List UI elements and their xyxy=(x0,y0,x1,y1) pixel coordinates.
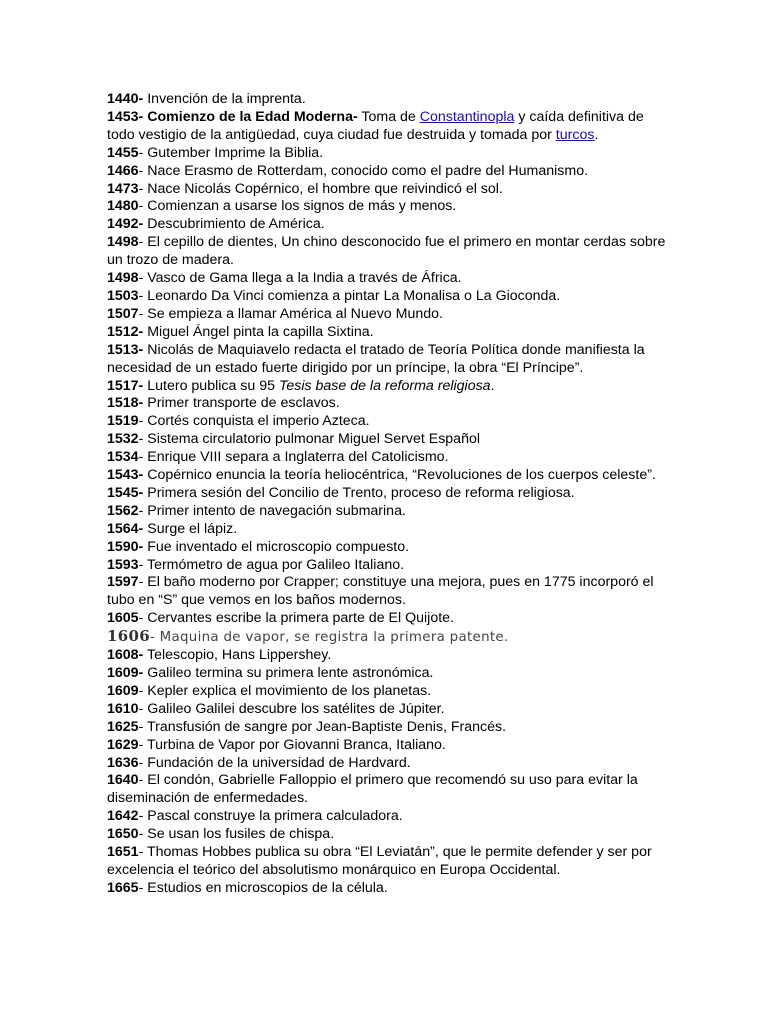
entry-year: 1503 xyxy=(107,287,139,304)
timeline-entry xyxy=(107,485,668,503)
entry-year: 1609- xyxy=(107,665,144,681)
entry-text: - Turbina de Vapor por Giovanni Branca, Italiano. xyxy=(138,736,446,753)
entry-text: Miguel Ángel pinta la capilla Sixtina. xyxy=(143,323,374,340)
entry-text: - Nace Nicolás Copérnico, el hombre que reivindicó el sol. xyxy=(138,180,503,197)
timeline-entry xyxy=(107,737,668,755)
entry-text: - Maquina de vapor, se registra la primera patente. xyxy=(149,630,509,646)
timeline-entry xyxy=(107,880,668,898)
entry-year: 1605 xyxy=(107,610,139,627)
entry-year: 1629 xyxy=(107,736,139,753)
timeline-entry xyxy=(107,234,668,270)
entry-year: 1498 xyxy=(107,270,139,287)
timeline-entry xyxy=(107,216,668,234)
timeline-entry xyxy=(107,539,668,557)
entry-year: 1517- xyxy=(107,377,144,394)
entry-year: 1564- xyxy=(107,520,144,537)
timeline-entry xyxy=(107,163,668,181)
entry-text: - Thomas Hobbes publica su obra “El Leviatán”, que le permite defender y ser por excelencia el teórico del absolutismo monárquico en Europa Occidental. xyxy=(107,844,652,878)
constantinopla-link[interactable]: Constantinopla xyxy=(419,108,515,125)
entry-text: Fue inventado el microscopio compuesto. xyxy=(143,538,410,555)
entry-text: - Galileo Galilei descubre los satélites de Júpiter. xyxy=(138,700,445,717)
entry-year: 1609 xyxy=(107,682,139,699)
entry-text: - Transfusión de sangre por Jean-Baptiste Denis, Francés. xyxy=(138,718,507,735)
entry-year: 1466 xyxy=(107,162,139,179)
entry-text: . xyxy=(490,377,495,394)
timeline-entry xyxy=(107,521,668,539)
entry-year: 1534 xyxy=(107,449,139,466)
timeline-entry xyxy=(107,628,668,647)
entry-year: 1455 xyxy=(107,144,139,161)
timeline-entry xyxy=(107,109,668,145)
entry-year: 1545- xyxy=(107,484,144,501)
entry-text: Lutero publica su 95 xyxy=(143,377,279,394)
timeline-entry xyxy=(107,574,668,610)
entry-text: Toma de xyxy=(357,108,420,125)
timeline-entry xyxy=(107,772,668,808)
entry-text: - Estudios en microscopios de la célula. xyxy=(138,879,388,896)
entry-year: 1597 xyxy=(107,574,139,591)
timeline-entry xyxy=(107,719,668,737)
entry-text: Surge el lápiz. xyxy=(143,520,238,537)
timeline-entry xyxy=(107,755,668,773)
entry-text: Primer transporte de esclavos. xyxy=(143,395,340,412)
timeline-entry xyxy=(107,181,668,199)
timeline-entry xyxy=(107,610,668,628)
entry-text: Primera sesión del Concilio de Trento, proceso de reforma religiosa. xyxy=(143,484,575,501)
entry-year: 1480 xyxy=(107,198,139,215)
entry-text: y caída definitiva de todo vestigio de la antigüedad, cuya ciudad fue destruida y tomada por xyxy=(107,108,644,143)
timeline-entry xyxy=(107,647,668,665)
entry-text: - Leonardo Da Vinci comienza a pintar La Monalisa o La Gioconda. xyxy=(138,287,561,304)
entry-text: - El baño moderno por Crapper; constituye una mejora, pues en 1775 incorporó el tubo en “S” que vemos en los baños modernos. xyxy=(107,574,654,609)
timeline-entry xyxy=(107,665,668,683)
turcos-link[interactable]: turcos xyxy=(555,126,595,143)
entry-year: 1512- xyxy=(107,323,144,340)
entry-text: - Se empieza a llamar América al Nuevo Mundo. xyxy=(138,305,443,322)
timeline-entry xyxy=(107,701,668,719)
entry-year: 1518- xyxy=(107,395,144,412)
entry-italic-text: Tesis base de la reforma religiosa xyxy=(278,377,491,394)
timeline-entry xyxy=(107,288,668,306)
entry-year: 1606 xyxy=(107,627,150,646)
entry-text: - Se usan los fusiles de chispa. xyxy=(138,826,335,843)
timeline-entry xyxy=(107,324,668,342)
timeline-entry xyxy=(107,467,668,485)
timeline-entry xyxy=(107,557,668,575)
timeline-entry xyxy=(107,826,668,844)
timeline-entry xyxy=(107,449,668,467)
entry-year: 1473 xyxy=(107,180,139,197)
timeline-entry xyxy=(107,395,668,413)
timeline-entry xyxy=(107,342,668,378)
entry-text: Invención de la imprenta. xyxy=(143,91,306,107)
entry-year: 1665 xyxy=(107,879,139,896)
entry-year: 1610 xyxy=(107,700,139,717)
entry-text: - Cervantes escribe la primera parte de El Quijote. xyxy=(138,610,454,627)
entry-text: Descubrimiento de América. xyxy=(143,216,325,233)
entry-year: 1636 xyxy=(107,754,139,771)
entry-text: - Gutember Imprime la Biblia. xyxy=(138,144,324,161)
entry-text: - Vasco de Gama llega a la India a través de África. xyxy=(138,270,462,287)
timeline-entry xyxy=(107,145,668,163)
entry-text: Telescopio, Hans Lippershey. xyxy=(143,647,332,664)
entry-text: - Kepler explica el movimiento de los planetas. xyxy=(138,682,432,699)
timeline-entry xyxy=(107,378,668,396)
entry-year: 1453- Comienzo de la Edad Moderna- xyxy=(107,108,358,125)
entry-text: Nicolás de Maquiavelo redacta el tratado de Teoría Política donde manifiesta la necesidad de un estado fuerte dirigido por un príncipe, la obra “El Príncipe”. xyxy=(107,341,645,376)
timeline-entry xyxy=(107,503,668,521)
timeline-entry xyxy=(107,91,668,109)
entry-year: 1593 xyxy=(107,556,139,573)
entry-text: - Enrique VIII separa a Inglaterra del Catolicismo. xyxy=(138,449,449,466)
entry-text: - Pascal construye la primera calculadora. xyxy=(138,808,403,825)
entry-text: - Termómetro de agua por Galileo Italiano. xyxy=(138,556,405,573)
entry-text: Copérnico enuncia la teoría heliocéntrica, “Revoluciones de los cuerpos celeste”. xyxy=(143,467,656,484)
entry-year: 1562 xyxy=(107,502,139,519)
entry-text: - Nace Erasmo de Rotterdam, conocido como el padre del Humanismo. xyxy=(138,162,589,179)
timeline-entry xyxy=(107,306,668,324)
timeline-list xyxy=(107,91,668,898)
entry-year: 1625 xyxy=(107,718,139,735)
timeline-entry xyxy=(107,198,668,216)
entry-year: 1440- xyxy=(107,91,144,107)
entry-year: 1608- xyxy=(107,647,144,664)
entry-year: 1532 xyxy=(107,431,139,448)
entry-text: . xyxy=(594,126,599,143)
entry-year: 1651 xyxy=(107,844,139,861)
entry-year: 1519 xyxy=(107,413,139,430)
timeline-entry xyxy=(107,431,668,449)
entry-year: 1498 xyxy=(107,234,139,251)
entry-text: - El condón, Gabrielle Falloppio el primero que recomendó su uso para evitar la diseminación de enfermedades. xyxy=(107,772,638,807)
entry-text: Galileo termina su primera lente astronómica. xyxy=(143,665,434,681)
entry-text: - Comienzan a usarse los signos de más y menos. xyxy=(138,198,457,215)
entry-year: 1513- xyxy=(107,341,144,358)
entry-year: 1650 xyxy=(107,826,139,843)
entry-year: 1492- xyxy=(107,216,144,233)
entry-text: - Fundación de la universidad de Hardvard. xyxy=(138,754,411,771)
entry-text: - Sistema circulatorio pulmonar Miguel Servet Español xyxy=(138,431,480,448)
timeline-entry xyxy=(107,844,668,880)
entry-year: 1507 xyxy=(107,305,139,322)
timeline-entry xyxy=(107,683,668,701)
entry-text: - Primer intento de navegación submarina. xyxy=(138,502,406,519)
timeline-entry xyxy=(107,270,668,288)
entry-year: 1642 xyxy=(107,808,139,825)
timeline-entry xyxy=(107,413,668,431)
entry-year: 1543- xyxy=(107,467,144,484)
entry-text: - Cortés conquista el imperio Azteca. xyxy=(138,413,370,430)
timeline-entry xyxy=(107,808,668,826)
entry-year: 1590- xyxy=(107,538,144,555)
entry-year: 1640 xyxy=(107,772,139,789)
entry-text: - El cepillo de dientes, Un chino desconocido fue el primero en montar cerdas sobre un trozo de madera. xyxy=(107,234,666,269)
